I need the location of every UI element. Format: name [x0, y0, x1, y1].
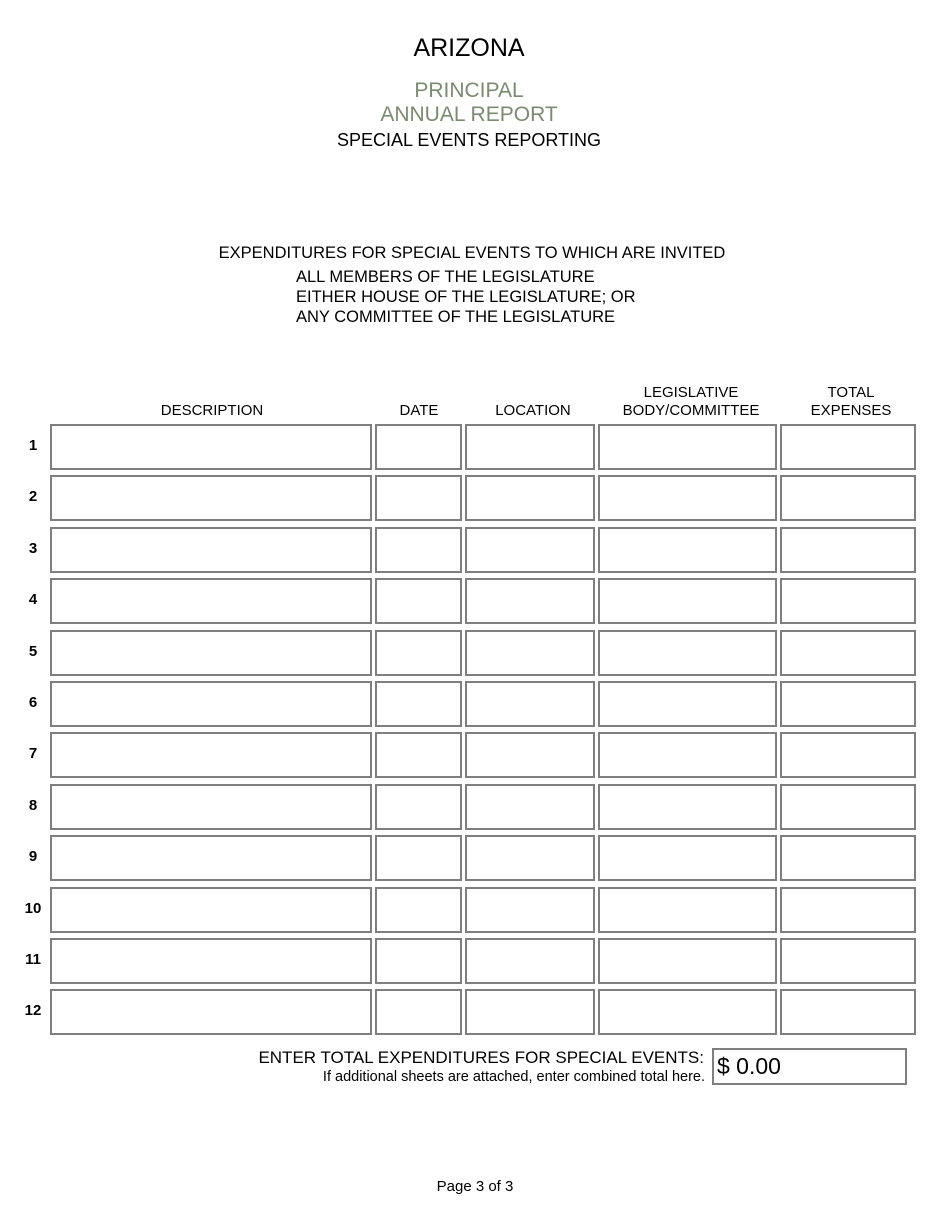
report-section-title: SPECIAL EVENTS REPORTING — [336, 130, 602, 150]
total-label: ENTER TOTAL EXPENDITURES FOR SPECIAL EVENTS: — [258, 1048, 704, 1067]
total-expenses-cell[interactable] — [780, 424, 916, 470]
total-expenses-cell[interactable] — [780, 475, 916, 521]
date-cell[interactable] — [375, 630, 462, 676]
page-number: Page 3 of 3 — [436, 1178, 514, 1195]
location-cell[interactable] — [465, 681, 595, 727]
date-cell[interactable] — [375, 527, 462, 573]
description-cell[interactable] — [50, 887, 372, 933]
description-cell[interactable] — [50, 475, 372, 521]
date-cell[interactable] — [375, 938, 462, 984]
date-cell[interactable] — [375, 732, 462, 778]
total-expenses-cell[interactable] — [780, 732, 916, 778]
description-cell[interactable] — [50, 424, 372, 470]
column-header-description: DESCRIPTION — [160, 402, 264, 419]
description-cell[interactable] — [50, 527, 372, 573]
description-cell[interactable] — [50, 938, 372, 984]
total-expenses-cell[interactable] — [780, 527, 916, 573]
column-header-date: DATE — [399, 402, 439, 419]
legislative-body-cell[interactable] — [598, 989, 777, 1035]
legislative-body-cell[interactable] — [598, 578, 777, 624]
legislative-body-cell[interactable] — [598, 938, 777, 984]
location-cell[interactable] — [465, 887, 595, 933]
location-cell[interactable] — [465, 578, 595, 624]
expenditures-item: EITHER HOUSE OF THE LEGISLATURE; OR — [296, 288, 636, 306]
expenditures-heading: EXPENDITURES FOR SPECIAL EVENTS TO WHICH ARE INVITED — [218, 244, 726, 262]
row-number: 4 — [28, 591, 38, 608]
date-cell[interactable] — [375, 887, 462, 933]
description-cell[interactable] — [50, 732, 372, 778]
total-expenses-cell[interactable] — [780, 784, 916, 830]
page-title: ARIZONA — [413, 34, 525, 62]
description-cell[interactable] — [50, 835, 372, 881]
date-cell[interactable] — [375, 475, 462, 521]
legislative-body-cell[interactable] — [598, 784, 777, 830]
date-cell[interactable] — [375, 784, 462, 830]
description-cell[interactable] — [50, 630, 372, 676]
row-number: 6 — [28, 694, 38, 711]
report-subtitle-principal: PRINCIPAL — [414, 79, 524, 102]
location-cell[interactable] — [465, 527, 595, 573]
description-cell[interactable] — [50, 784, 372, 830]
row-number: 3 — [28, 540, 38, 557]
legislative-body-cell[interactable] — [598, 424, 777, 470]
total-expenses-cell[interactable] — [780, 578, 916, 624]
row-number: 8 — [28, 797, 38, 814]
column-header-legislative-line1: LEGISLATIVE — [643, 384, 739, 401]
column-header-total — [781, 384, 921, 420]
legislative-body-cell[interactable] — [598, 681, 777, 727]
location-cell[interactable] — [465, 835, 595, 881]
row-number: 11 — [25, 951, 41, 968]
row-number: 7 — [28, 745, 38, 762]
row-number: 10 — [24, 900, 42, 917]
total-expenses-cell[interactable] — [780, 630, 916, 676]
column-header-legislative — [598, 384, 784, 420]
legislative-body-cell[interactable] — [598, 835, 777, 881]
expenditures-item: ALL MEMBERS OF THE LEGISLATURE — [296, 268, 595, 286]
date-cell[interactable] — [375, 835, 462, 881]
location-cell[interactable] — [465, 475, 595, 521]
date-cell[interactable] — [375, 578, 462, 624]
date-cell[interactable] — [375, 424, 462, 470]
total-expenses-cell[interactable] — [780, 938, 916, 984]
total-expenses-cell[interactable] — [780, 681, 916, 727]
location-cell[interactable] — [465, 784, 595, 830]
column-header-location: LOCATION — [495, 402, 571, 419]
total-note: If additional sheets are attached, enter combined total here. — [322, 1069, 705, 1085]
expenditures-item: ANY COMMITTEE OF THE LEGISLATURE — [296, 308, 616, 326]
row-number: 1 — [28, 437, 38, 454]
total-expenses-cell[interactable] — [780, 887, 916, 933]
location-cell[interactable] — [465, 938, 595, 984]
column-header-legislative-line2: BODY/COMMITTEE — [622, 402, 760, 419]
report-subtitle-annual: ANNUAL REPORT — [380, 103, 558, 126]
legislative-body-cell[interactable] — [598, 732, 777, 778]
location-cell[interactable] — [465, 630, 595, 676]
location-cell[interactable] — [465, 424, 595, 470]
date-cell[interactable] — [375, 681, 462, 727]
location-cell[interactable] — [465, 989, 595, 1035]
date-cell[interactable] — [375, 989, 462, 1035]
description-cell[interactable] — [50, 681, 372, 727]
total-expenses-cell[interactable] — [780, 835, 916, 881]
row-number: 12 — [24, 1002, 42, 1019]
legislative-body-cell[interactable] — [598, 527, 777, 573]
column-header-total-line2: EXPENSES — [810, 402, 892, 419]
description-cell[interactable] — [50, 578, 372, 624]
row-number: 9 — [28, 848, 38, 865]
location-cell[interactable] — [465, 732, 595, 778]
legislative-body-cell[interactable] — [598, 475, 777, 521]
total-expenses-cell[interactable] — [780, 989, 916, 1035]
row-number: 2 — [28, 488, 38, 505]
column-header-total-line1: TOTAL — [827, 384, 875, 401]
row-number: 5 — [28, 643, 38, 660]
description-cell[interactable] — [50, 989, 372, 1035]
legislative-body-cell[interactable] — [598, 630, 777, 676]
legislative-body-cell[interactable] — [598, 887, 777, 933]
total-expenditures-field[interactable]: $ 0.00 — [712, 1048, 907, 1085]
